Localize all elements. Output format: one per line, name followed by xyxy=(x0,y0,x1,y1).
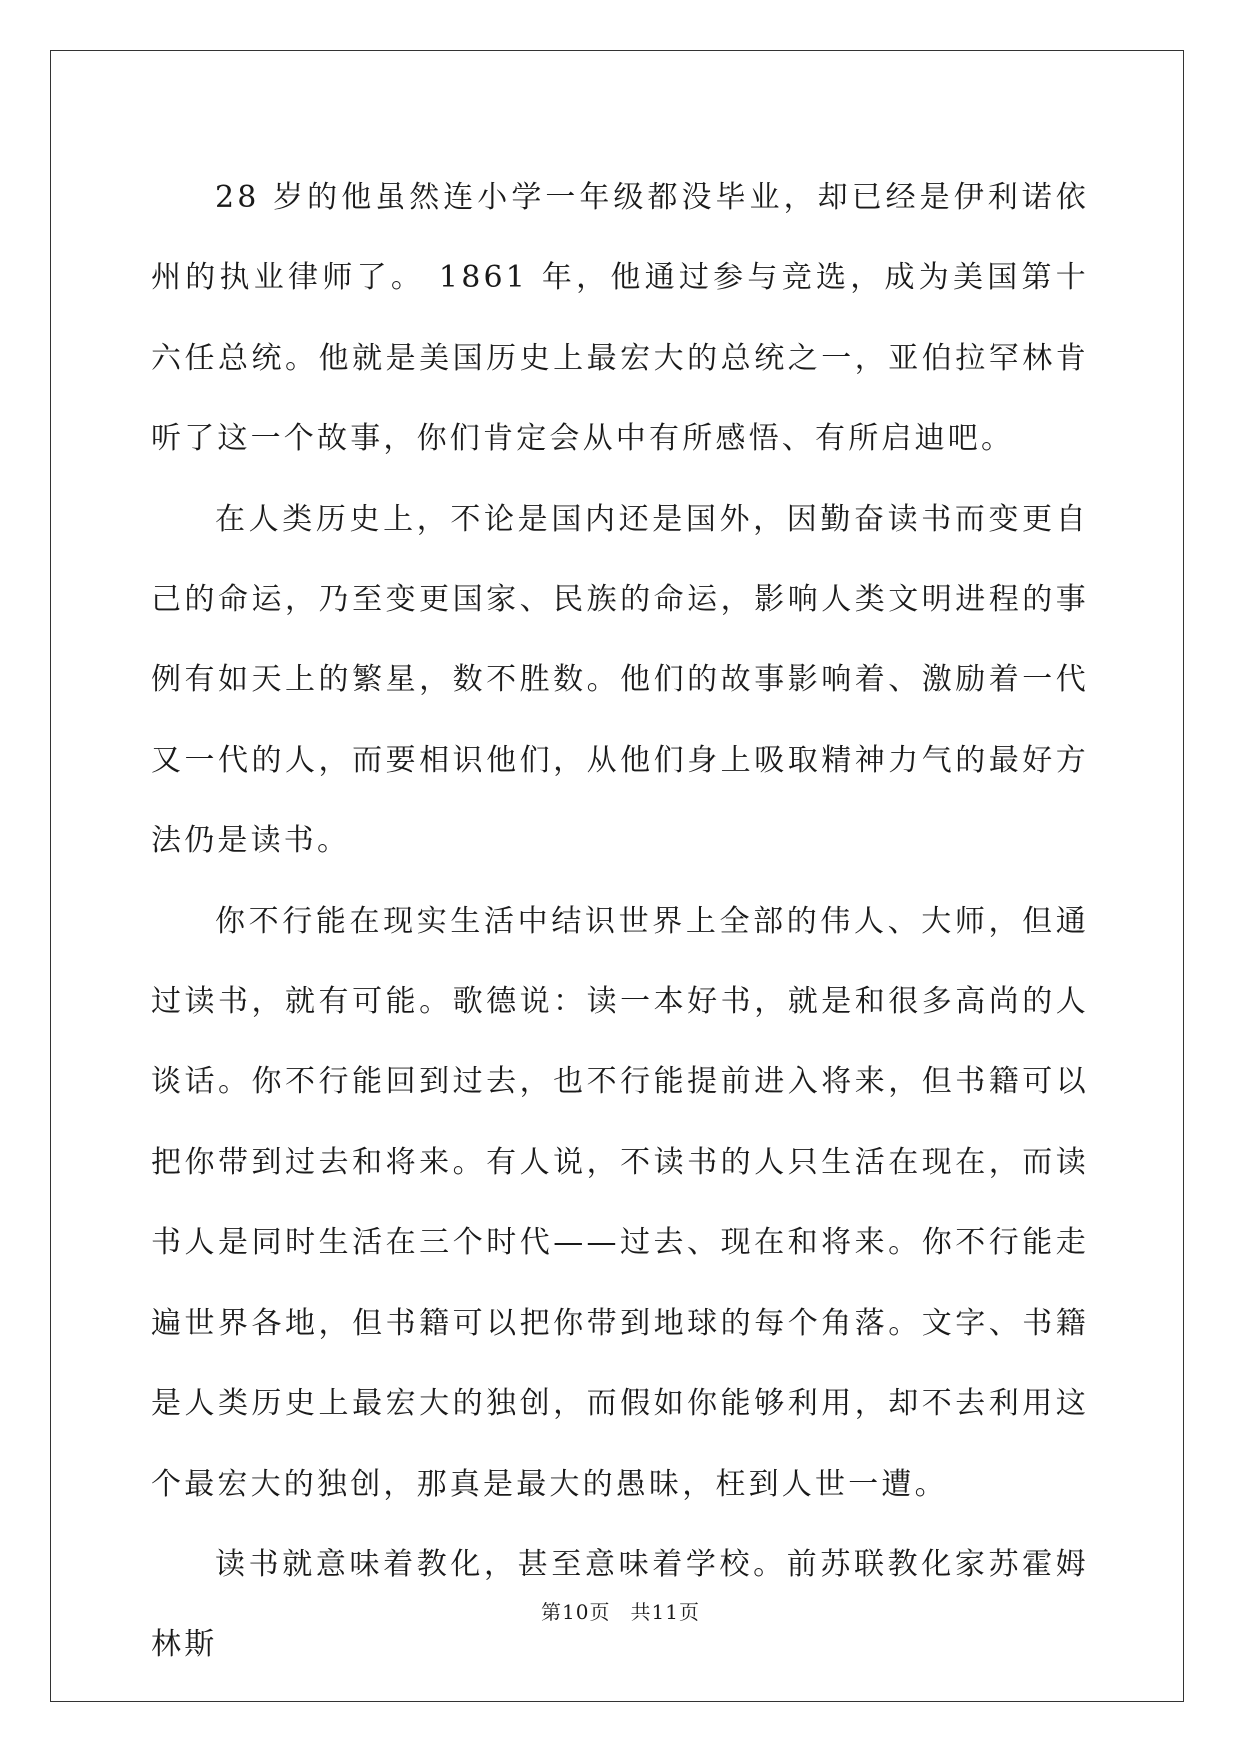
paragraph: 你不行能在现实生活中结识世界上全部的伟人、大师，但通过读书，就有可能。歌德说：读一本好书，就是和很多高尚的人谈话。你不行能回到过去，也不行能提前进入将来，但书籍可以把你带到过去和将来。有人说，不读书的人只生活在现在，而读书人是同时生活在三个时代——过去、现在和将来。你不行能走遍世界各地，但书籍可以把你带到地球的每个角落。文字、书籍是人类历史上最宏大的独创，而假如你能够利用，却不去利用这个最宏大的独创，那真是最大的愚昧，枉到人世一遭。 xyxy=(151,903,1089,1502)
paragraph: 28 岁的他虽然连小学一年级都没毕业，却已经是伊利诺依州的执业律师了。 1861 年，他通过参与竞选，成为美国第十六任总统。他就是美国历史上最宏大的总统之一，亚伯拉罕林肯听了这一个故事，你们肯定会从中有所感悟、有所启迪吧。 xyxy=(151,180,1089,457)
document-body xyxy=(151,158,1089,1686)
total-pages-label: 共11页 xyxy=(630,1600,700,1624)
page-footer xyxy=(0,1596,1241,1625)
current-page-label: 第10页 xyxy=(541,1600,611,1624)
paragraph: 读书就意味着教化，甚至意味着学校。前苏联教化家苏霍姆林斯 xyxy=(151,1546,1089,1663)
paragraph: 在人类历史上，不论是国内还是国外，因勤奋读书而变更自己的命运，乃至变更国家、民族的命运，影响人类文明进程的事例有如天上的繁星，数不胜数。他们的故事影响着、激励着一代又一代的人，而要相识他们，从他们身上吸取精神力气的最好方法仍是读书。 xyxy=(151,501,1089,859)
